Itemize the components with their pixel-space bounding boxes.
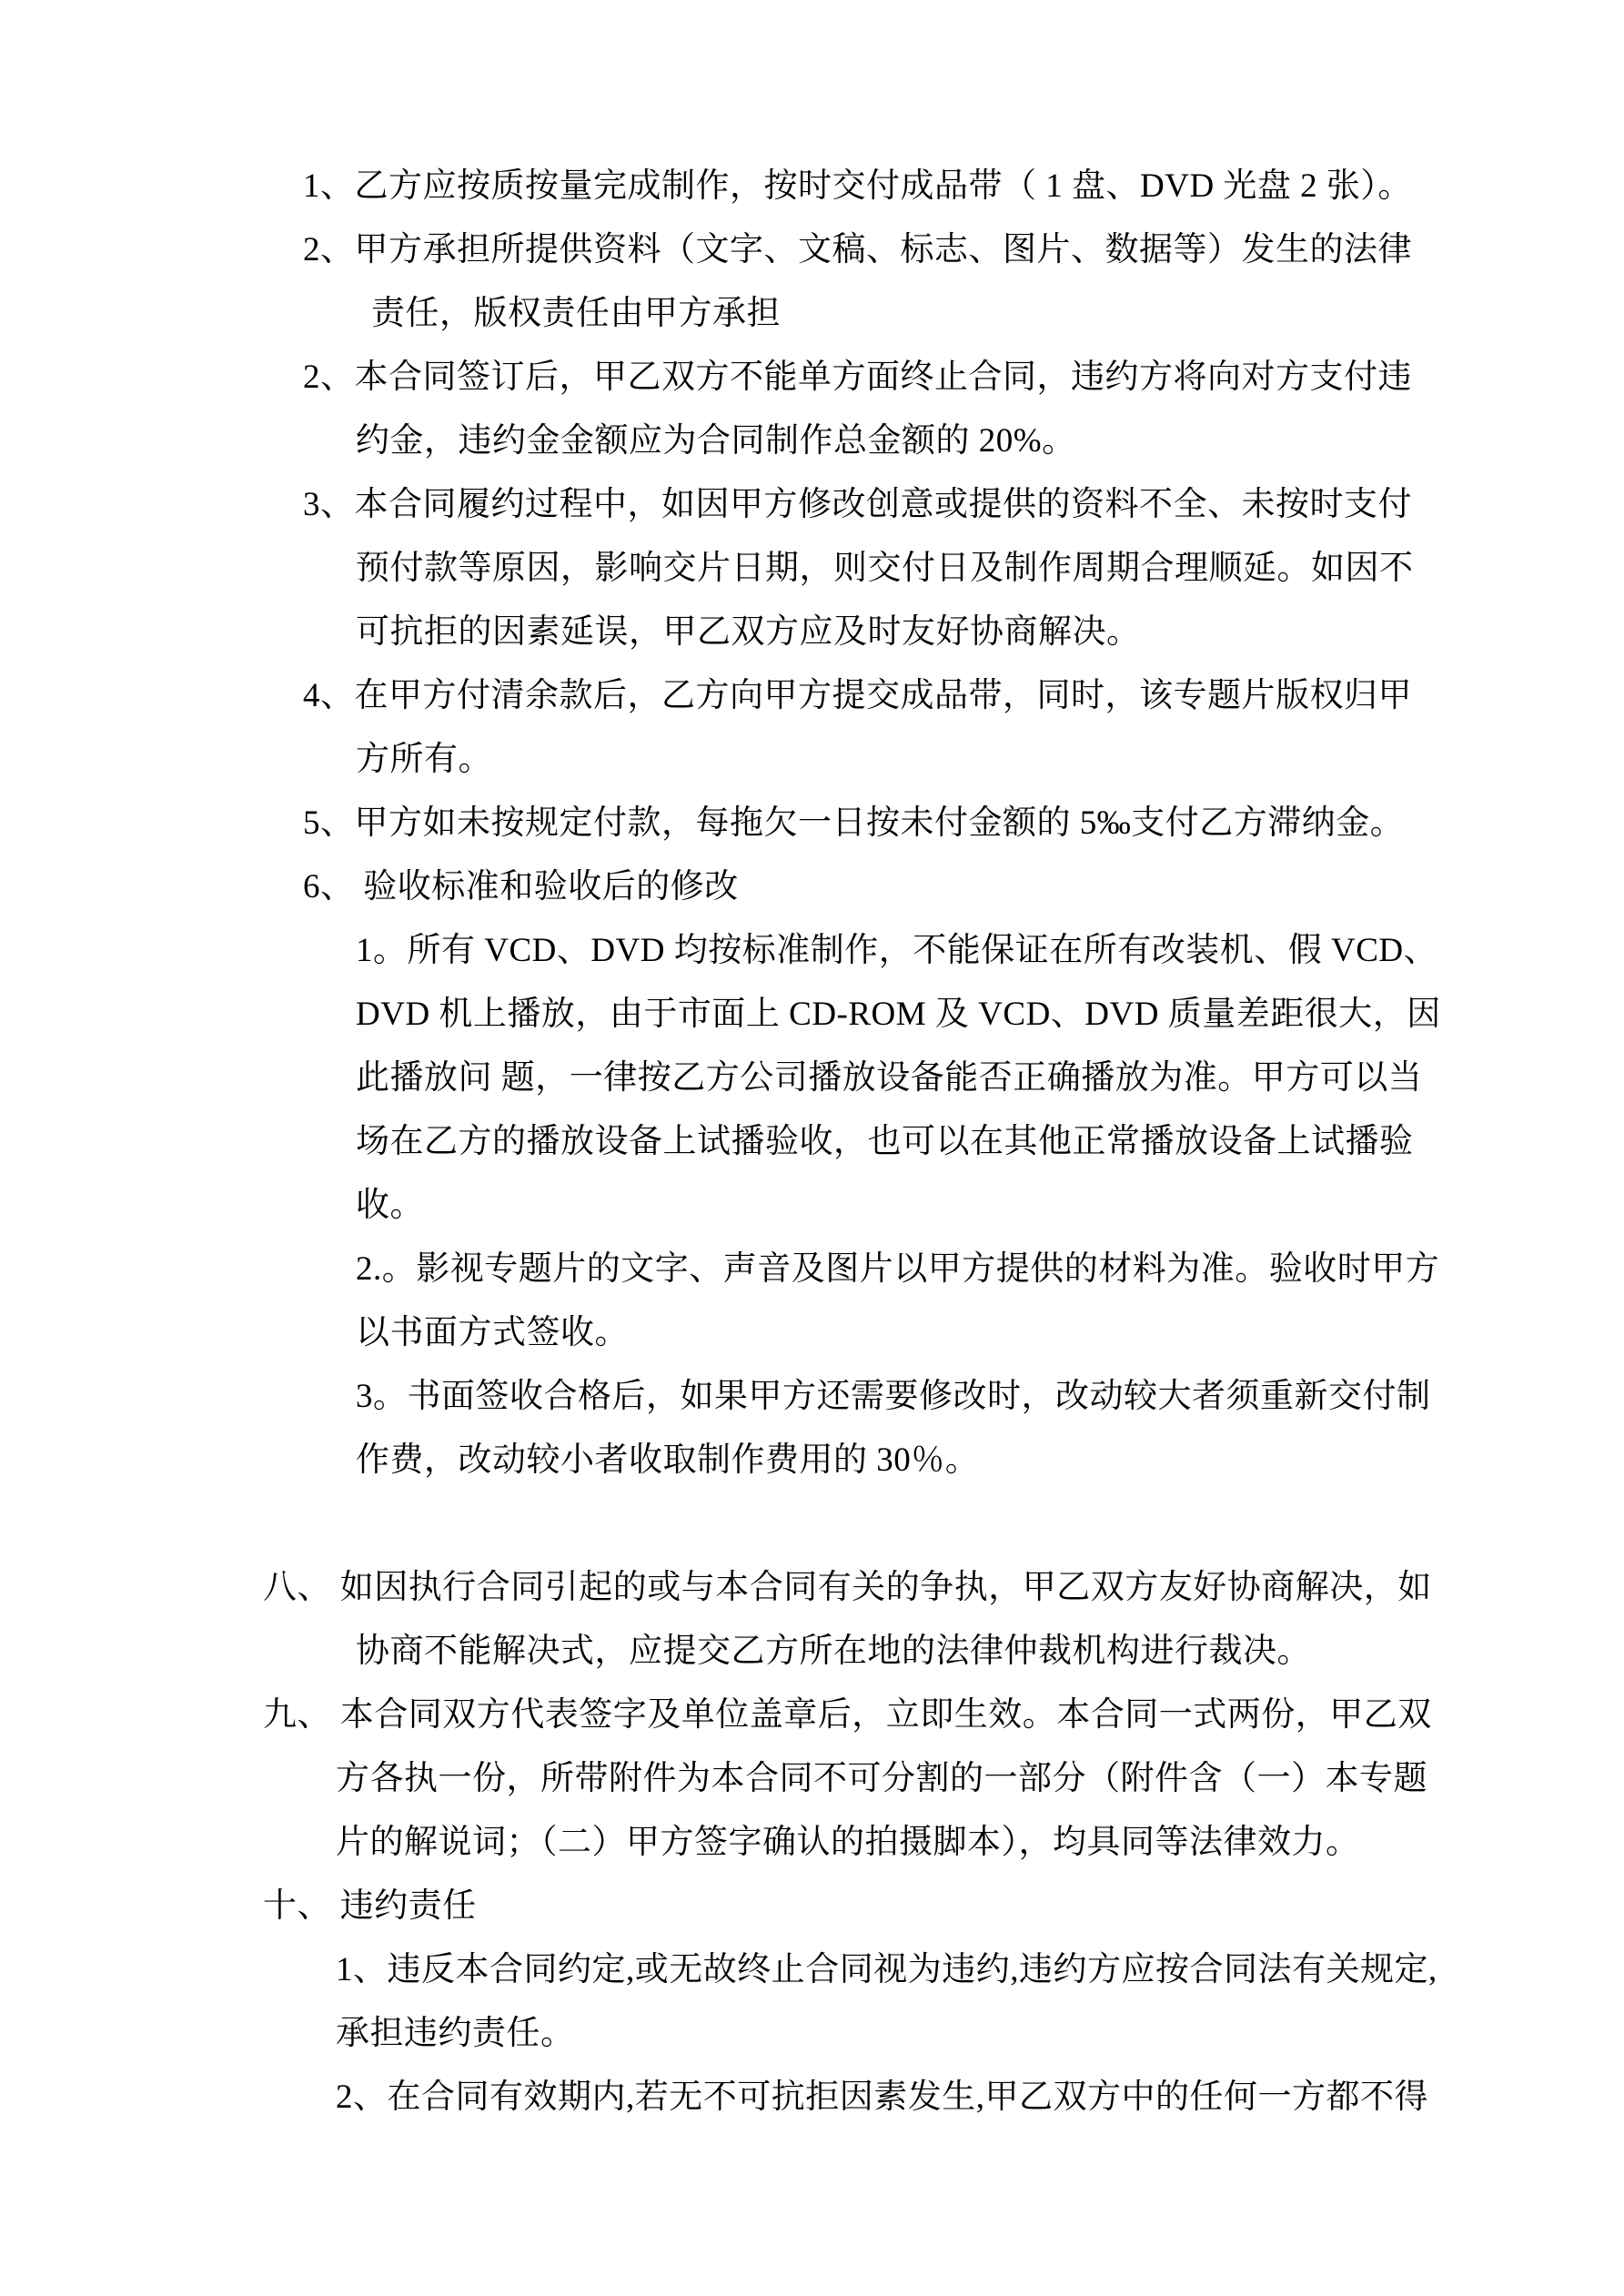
document-line: 责任，版权责任由甲方承担 <box>371 295 781 332</box>
document-line: DVD 机上播放，由于市面上 CD-ROM 及 VCD、DVD 质量差距很大，因 <box>356 996 1441 1033</box>
document-line: 5、甲方如未按规定付款，每拖欠一日按未付金额的 5‰支付乙方滞纳金。 <box>303 804 1405 842</box>
document-line: 十、 违约责任 <box>263 1887 477 1925</box>
document-line: 场在乙方的播放设备上试播验收，也可以在其他正常播放设备上试播验 <box>356 1123 1414 1160</box>
document-line: 以书面方式签收。 <box>356 1314 629 1351</box>
document-line: 方所有。 <box>356 741 492 778</box>
document-line: 协商不能解决式，应提交乙方所在地的法律仲裁机构进行裁决。 <box>356 1633 1311 1670</box>
document-line: 6、 验收标准和验收后的修改 <box>303 868 739 905</box>
document-line: 此播放问 题，一律按乙方公司播放设备能否正确播放为准。甲方可以当 <box>356 1059 1423 1097</box>
document-line: 3、本合同履约过程中，如因甲方修改创意或提供的资料不全、未按时支付 <box>303 486 1412 523</box>
document-line: 作费，改动较小者收取制作费用的 30％。 <box>356 1441 980 1479</box>
document-line: 承担违约责任。 <box>336 2015 575 2052</box>
document-line: 4、在甲方付清余款后，乙方向甲方提交成品带，同时，该专题片版权归甲 <box>303 677 1412 714</box>
document-line: 3。书面签收合格后，如果甲方还需要修改时，改动较大者须重新交付制 <box>356 1378 1431 1415</box>
document-line: 八、 如因执行合同引起的或与本合同有关的争执，甲乙双方友好协商解决，如 <box>263 1569 1432 1606</box>
document-line: 可抗拒的因素延误，甲乙双方应及时友好协商解决。 <box>356 613 1141 651</box>
document-line: 2、在合同有效期内,若无不可抗拒因素发生,甲乙双方中的任何一方都不得 <box>336 2079 1428 2116</box>
document-line: 1、乙方应按质按量完成制作，按时交付成品带（ 1 盘、DVD 光盘 2 张）。 <box>303 167 1412 205</box>
document-line: 片的解说词；（二）甲方签字确认的拍摄脚本），均具同等法律效力。 <box>336 1824 1360 1861</box>
document-line: 1、违反本合同约定,或无故终止合同视为违约,违约方应按合同法有关规定, <box>336 1951 1437 1988</box>
document-line: 方各执一份，所带附件为本合同不可分割的一部分（附件含（一）本专题 <box>336 1760 1427 1797</box>
document-line: 约金，违约金金额应为合同制作总金额的 20%。 <box>356 422 1076 460</box>
document-line: 预付款等原因，影响交片日期，则交付日及制作周期合理顺延。如因不 <box>356 550 1414 587</box>
document-line: 2.。影视专题片的文字、声音及图片以甲方提供的材料为准。验收时甲方 <box>356 1250 1440 1288</box>
document-line: 2、本合同签订后，甲乙双方不能单方面终止合同，违约方将向对方支付违 <box>303 359 1412 396</box>
document-line: 收。 <box>356 1187 424 1224</box>
document-line: 2、甲方承担所提供资料（文字、文稿、标志、图片、数据等）发生的法律 <box>303 231 1412 268</box>
document-line <box>0 1492 1624 1556</box>
document-line: 1。所有 VCD、DVD 均按标准制作，不能保证在所有改装机、假 VCD、 <box>356 932 1438 969</box>
document-line: 九、 本合同双方代表签字及单位盖章后，立即生效。本合同一式两份，甲乙双 <box>263 1696 1432 1734</box>
